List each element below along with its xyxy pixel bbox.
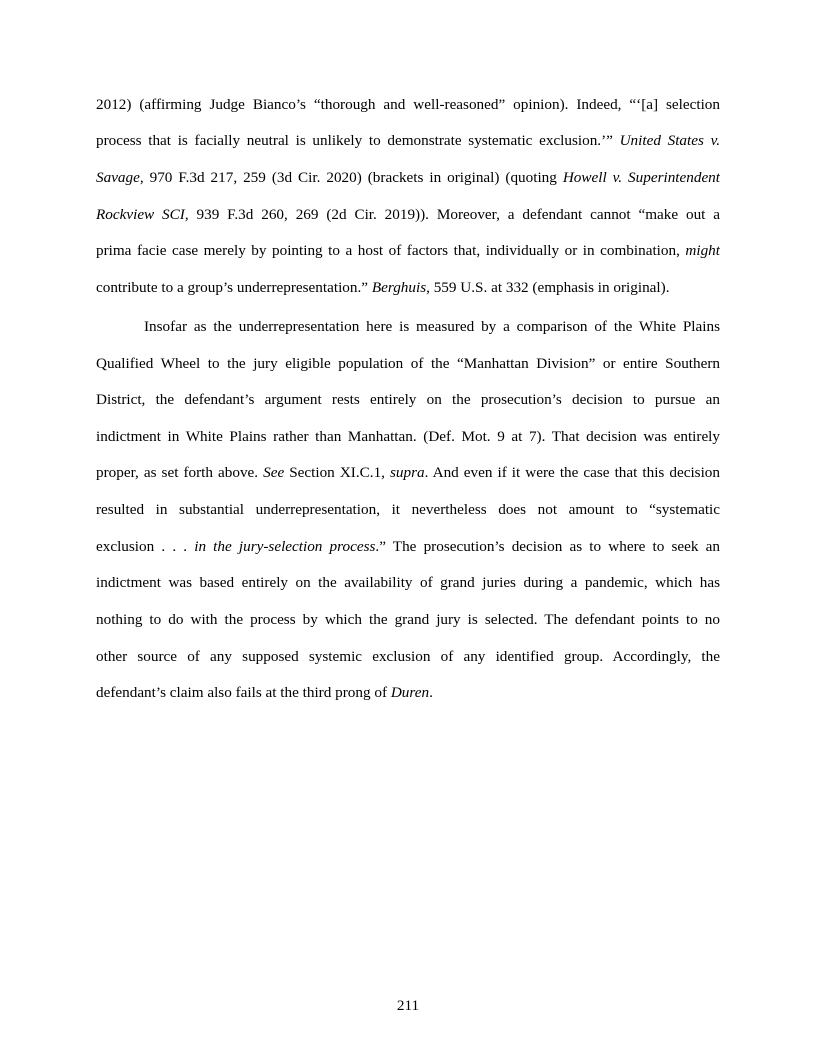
case-citation: United States v. xyxy=(619,132,720,149)
body-line: Qualified Wheel to the jury eligible population of the “Manhattan Division” or entire Southern xyxy=(96,355,720,372)
case-citation: Savage xyxy=(96,169,140,186)
case-citation: Howell v. Superintendent xyxy=(562,169,720,186)
body-line: other source of any supposed systemic exclusion of any identified group. Accordingly, the xyxy=(96,648,720,665)
body-line: Savage, 970 F.3d 217, 259 (3d Cir. 2020) (brackets in original) (quoting Howell v. Superintendent xyxy=(96,169,720,186)
body-line: Rockview SCI, 939 F.3d 260, 269 (2d Cir. 2019)). Moreover, a defendant cannot “make out a xyxy=(96,206,720,223)
body-line: District, the defendant’s argument rests entirely on the prosecution’s decision to pursue an xyxy=(96,391,720,408)
body-line: indictment was based entirely on the availability of grand juries during a pandemic, which has xyxy=(96,574,720,591)
signal-word: supra xyxy=(390,464,425,481)
body-line: defendant’s claim also fails at the third prong of Duren. xyxy=(96,684,433,701)
body-line: indictment in White Plains rather than Manhattan. (Def. Mot. 9 at 7). That decision was entirely xyxy=(96,428,720,445)
body-line: resulted in substantial underrepresentation, it nevertheless does not amount to “systematic xyxy=(96,501,720,518)
body-line: exclusion . . . in the jury-selection process.” The prosecution’s decision as to where to seek an xyxy=(96,538,720,555)
case-citation: Duren xyxy=(390,684,430,701)
body-line: contribute to a group’s underrepresentation.” Berghuis, 559 U.S. at 332 (emphasis in original). xyxy=(96,279,670,296)
page-number: 211 xyxy=(396,997,420,1014)
case-citation: Rockview SCI xyxy=(96,206,185,223)
body-line: 2012) (affirming Judge Bianco’s “thorough and well-reasoned” opinion). Indeed, “‘[a] selection xyxy=(96,96,720,113)
signal-word: See xyxy=(263,464,285,481)
quoted-emphasis: in the jury-selection process xyxy=(194,538,376,555)
emphasis: might xyxy=(685,242,720,259)
case-citation: Berghuis xyxy=(371,279,427,296)
body-line: proper, as set forth above. See Section XI.C.1, supra. And even if it were the case that this decision xyxy=(96,464,720,481)
body-line: Insofar as the underrepresentation here is measured by a comparison of the White Plains xyxy=(144,318,720,335)
body-line: prima facie case merely by pointing to a host of factors that, individually or in combination, might xyxy=(96,242,720,259)
body-line: nothing to do with the process by which the grand jury is selected. The defendant points to no xyxy=(96,611,720,628)
body-line: process that is facially neutral is unlikely to demonstrate systematic exclusion.’” United States v. xyxy=(96,132,720,149)
